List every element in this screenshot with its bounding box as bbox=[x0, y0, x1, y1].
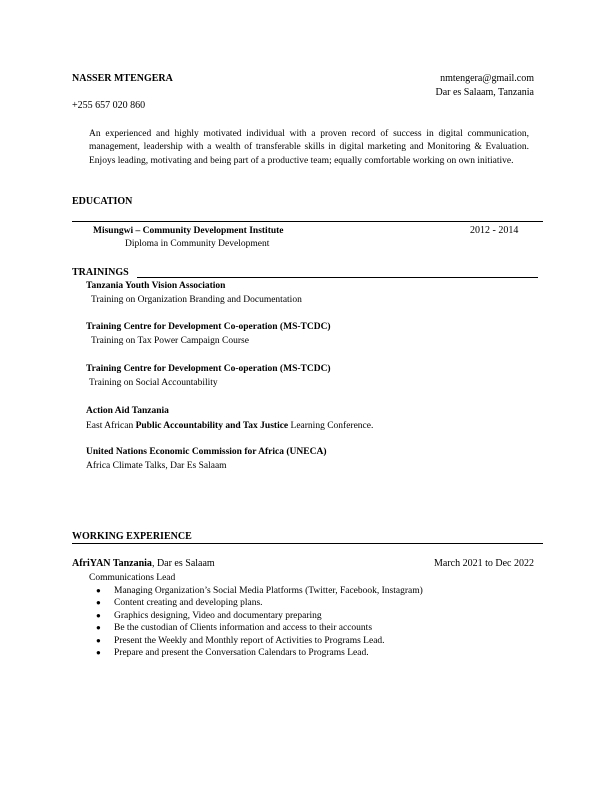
bullet-icon: ● bbox=[96, 623, 101, 633]
employer bbox=[72, 558, 215, 570]
email-address: nmtengera@gmail.com bbox=[440, 73, 534, 84]
location: Dar es Salaam, Tanzania bbox=[435, 87, 534, 98]
professional-summary: An experienced and highly motivated individual with a proven record of success in digital communication, management, leadership with a wealth of transferable skills in digital marketing and Monitoring & Evaluation. Enjoys leading, motivating and being part of a productive team; equally comfortable working on own initiative. bbox=[89, 129, 529, 166]
bullet-icon: ● bbox=[96, 586, 101, 595]
training-detail-emphasis: Public Accountability and Tax Justice bbox=[135, 421, 289, 431]
employer-name: AfriYAN Tanzania bbox=[72, 558, 152, 569]
employer-location: , Dar es Salaam bbox=[151, 558, 215, 569]
education-institution: Misungwi – Community Development Institute bbox=[93, 226, 284, 236]
job-role: Communications Lead bbox=[89, 573, 176, 583]
education-years: 2012 - 2014 bbox=[470, 225, 519, 236]
education-divider bbox=[72, 221, 543, 222]
list-item: ● Present the Weekly and Monthly report of Activities to Programs Lead. bbox=[96, 635, 385, 646]
training-org: Action Aid Tanzania bbox=[86, 406, 169, 416]
training-org: Training Centre for Development Co-operation (MS-TCDC) bbox=[86, 364, 331, 374]
list-item: ● Graphics designing, Video and documentary preparing bbox=[96, 610, 322, 621]
candidate-name: NASSER MTENGERA bbox=[72, 73, 173, 84]
responsibilities-list bbox=[96, 585, 423, 659]
bullet-icon: ● bbox=[96, 648, 101, 658]
training-org: Tanzania Youth Vision Association bbox=[86, 281, 226, 291]
bullet-icon: ● bbox=[96, 610, 101, 620]
training-detail: Training on Social Accountability bbox=[89, 378, 218, 388]
phone-number: +255 657 020 860 bbox=[72, 100, 146, 111]
bullet-icon: ● bbox=[96, 598, 101, 608]
employment-dates: March 2021 to Dec 2022 bbox=[434, 558, 534, 569]
training-detail-prefix: East African bbox=[86, 421, 136, 431]
training-detail bbox=[86, 420, 373, 432]
training-detail: Africa Climate Talks, Dar Es Salaam bbox=[86, 461, 227, 471]
training-org: United Nations Economic Commission for Africa (UNECA) bbox=[86, 447, 327, 457]
experience-heading: WORKING EXPERIENCE bbox=[72, 531, 192, 542]
training-org: Training Centre for Development Co-operation (MS-TCDC) bbox=[86, 322, 331, 332]
training-detail: Training on Tax Power Campaign Course bbox=[91, 336, 249, 346]
experience-divider bbox=[72, 543, 543, 544]
training-detail: Training on Organization Branding and Documentation bbox=[91, 295, 302, 305]
training-detail-suffix: Learning Conference. bbox=[288, 421, 374, 431]
list-item: ● Prepare and present the Conversation Calendars to Programs Lead. bbox=[96, 648, 369, 659]
education-qualification: Diploma in Community Development bbox=[125, 239, 270, 249]
bullet-icon: ● bbox=[96, 635, 101, 645]
list-item: ● Be the custodian of Clients information and access to their accounts bbox=[96, 623, 373, 634]
trainings-heading: TRAININGS bbox=[72, 267, 129, 278]
education-heading: EDUCATION bbox=[72, 196, 133, 207]
list-item: ● Managing Organization’s Social Media Platforms (Twitter, Facebook, Instagram) bbox=[96, 586, 423, 596]
list-item: ● Content creating and developing plans. bbox=[96, 598, 263, 609]
trainings-underline bbox=[137, 277, 538, 278]
